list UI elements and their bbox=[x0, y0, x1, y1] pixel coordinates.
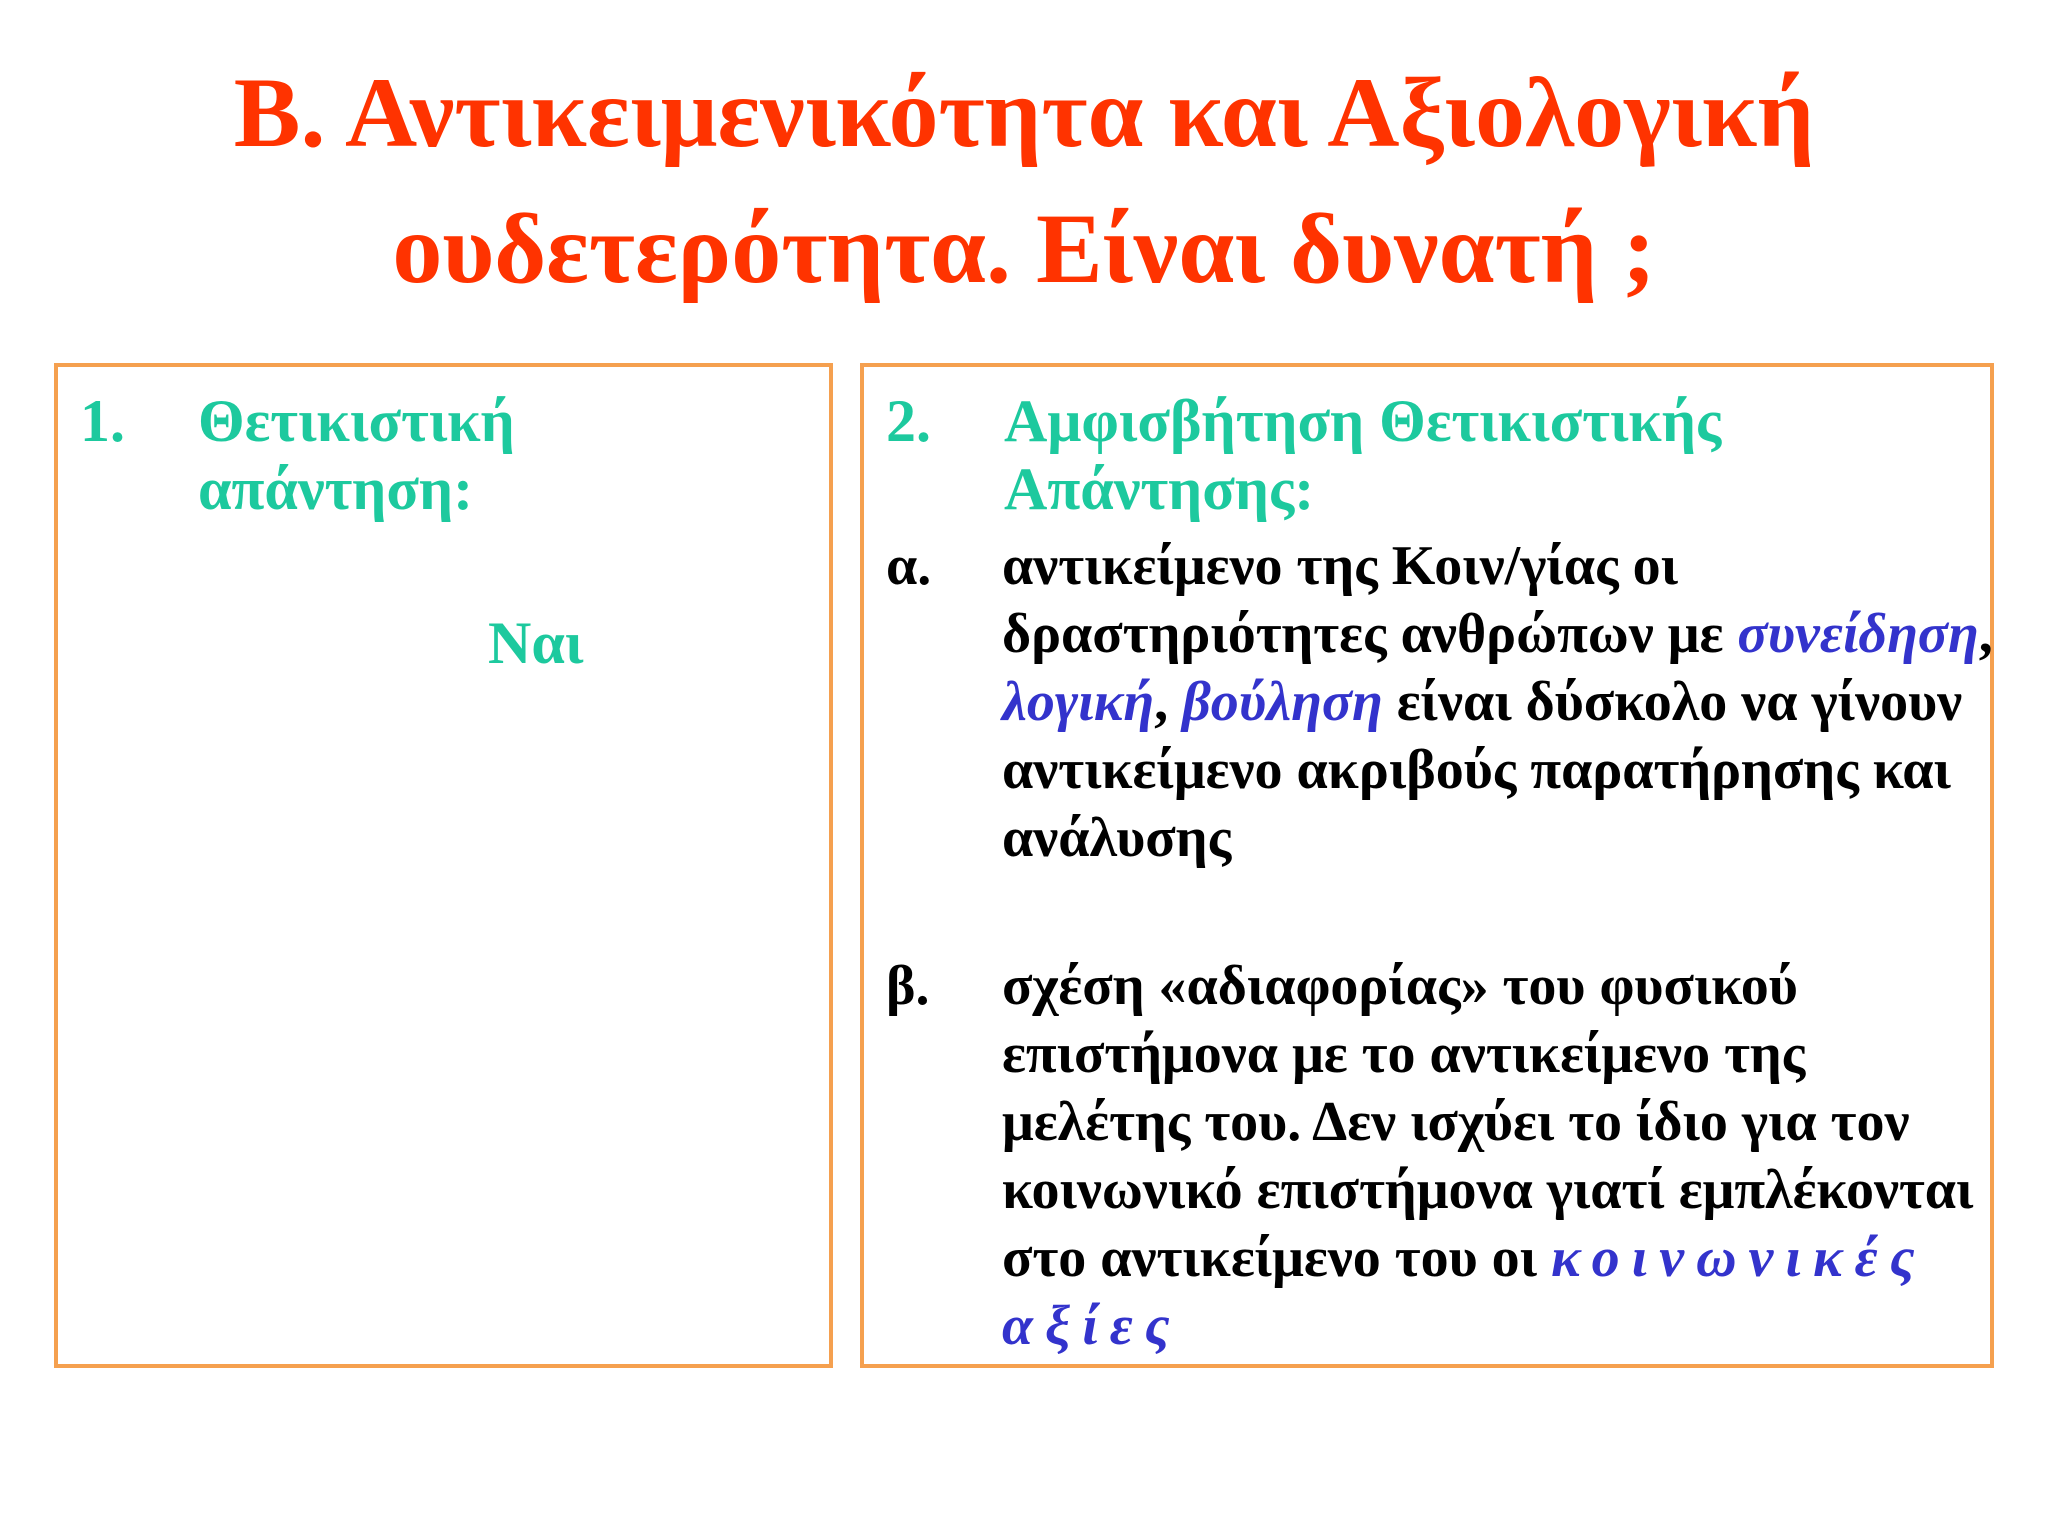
heading-line-1: Αμφισβήτηση Θετικιστικής bbox=[1004, 388, 1722, 454]
heading-line-1: Θετικιστική bbox=[198, 388, 515, 454]
positivist-answer: Ναι bbox=[488, 610, 584, 676]
item-text-start: σχέση «αδιαφορίας» του φυσικού επιστήμονα με το αντικείμενο της μελέτης του. Δεν ισχύει το ίδιο για τον κοινωνικό επιστήμονα γιατί εμπλέκονται στο αντικείμενο του οι bbox=[1002, 955, 1974, 1289]
item-text-start: αντικείμενο της Κοιν/γίας οι δραστηριότητες ανθρώπων με bbox=[1002, 535, 1738, 665]
list-item-text bbox=[1002, 952, 2007, 1360]
heading-line-2: απάντηση: bbox=[198, 456, 474, 522]
title-line-2: ουδετερότητα. Είναι δυνατή ; bbox=[392, 193, 1656, 304]
emphasis-will: βούληση bbox=[1182, 671, 1383, 733]
emphasis-logic: λογική bbox=[1002, 671, 1155, 733]
separator: , bbox=[1154, 671, 1183, 733]
emphasis-social-values: κοινωνικές αξίες bbox=[1002, 1227, 1927, 1357]
heading-number: 2. bbox=[886, 388, 931, 454]
positivist-answer-box bbox=[54, 363, 833, 1368]
heading-number: 1. bbox=[80, 388, 125, 454]
heading-line-2: Απάντησης: bbox=[1004, 456, 1315, 522]
item-text-end: είναι δύσκολο να γίνουν αντικείμενο ακριβούς παρατήρησης και ανάλυσης bbox=[1002, 671, 1963, 869]
emphasis-consciousness: συνείδηση bbox=[1737, 603, 1979, 665]
positivism-critique-box bbox=[860, 363, 1994, 1368]
list-item-text bbox=[1002, 532, 2007, 872]
list-item-marker: β. bbox=[886, 955, 930, 1017]
separator: , bbox=[1978, 603, 1993, 665]
slide-title bbox=[0, 45, 2048, 317]
list-item-beta bbox=[886, 952, 1986, 1372]
heading-text bbox=[1004, 387, 1984, 523]
heading-text bbox=[198, 387, 818, 523]
title-line-1: Β. Αντικειμενικότητα και Αξιολογική bbox=[233, 57, 1815, 168]
list-item-alpha bbox=[886, 532, 1993, 952]
list-item-marker: α. bbox=[886, 535, 932, 597]
